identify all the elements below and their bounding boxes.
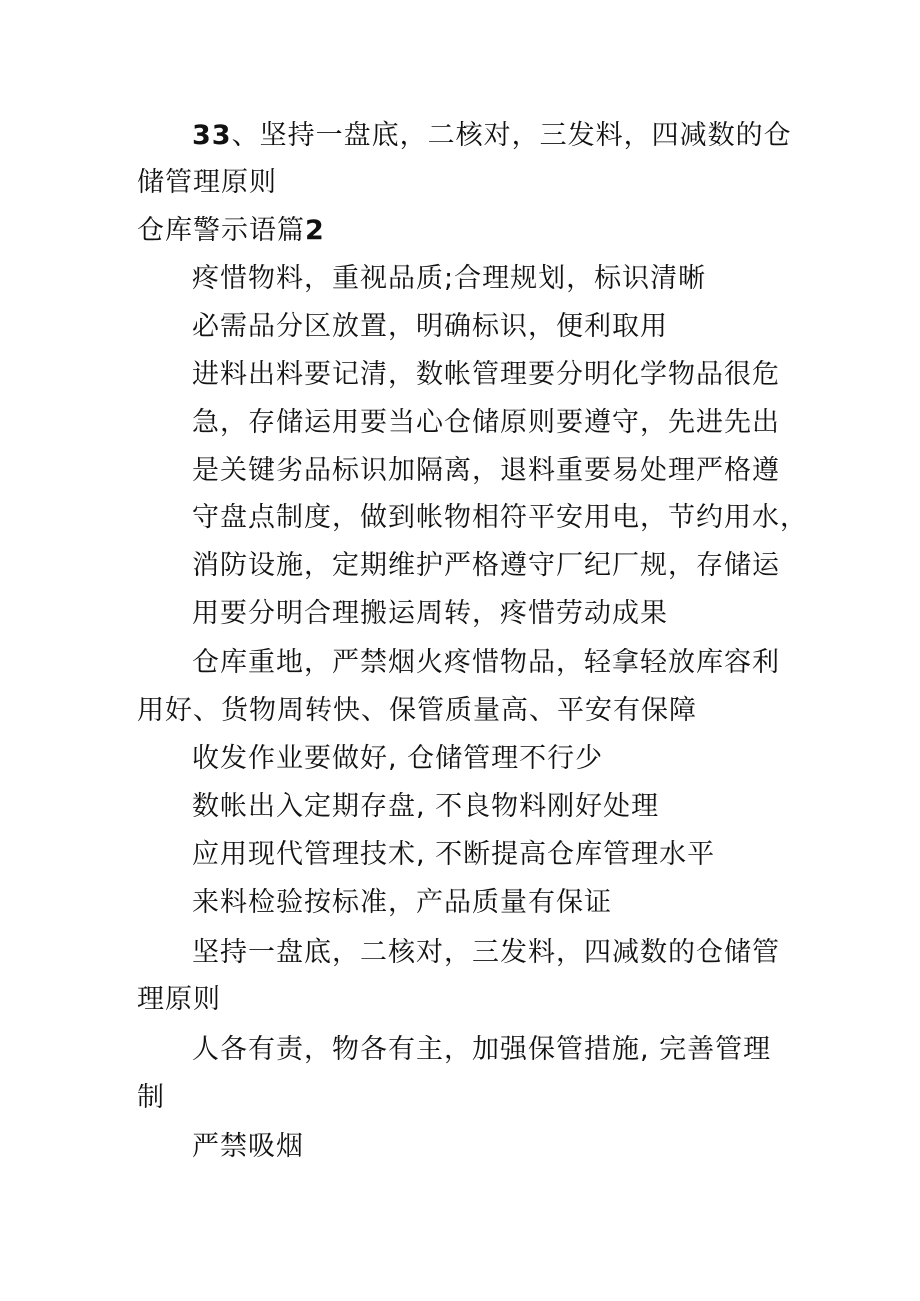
text-line: 必需品分区放置，明确标识，便利取用 (192, 311, 668, 342)
text-line: 人各有责，物各有主，加强保管措施, 完善管理 (192, 1034, 772, 1065)
item-33-line-2: 储管理原则 (137, 167, 277, 198)
text-line: 进料出料要记清，数帐管理要分明化学物品很危 (192, 359, 780, 390)
text-line: 应用现代管理技术, 不断提高仓库管理水平 (192, 839, 716, 870)
text-line: 收发作业要做好, 仓储管理不行少 (192, 743, 604, 774)
text-line: 坚持一盘底，二核对，三发料，四减数的仓储管 (192, 937, 780, 968)
text-line: 仓库重地，严禁烟火疼惜物品，轻拿轻放库容利 (192, 647, 780, 678)
text-line: 消防设施，定期维护严格遵守厂纪厂规，存储运 (192, 550, 780, 581)
section-number: 2 (305, 215, 325, 246)
text-line: 急，存储运用要当心仓储原则要遵守，先进先出 (192, 407, 780, 438)
text-line: 理原则 (137, 984, 221, 1015)
section-title: 仓库警示语篇 (137, 215, 305, 246)
text-line: 制 (137, 1082, 165, 1113)
text-line: 疼惜物料，重视品质;合理规划，标识清晰 (192, 263, 707, 294)
item-number: 33 (192, 120, 232, 151)
text-line: 是关键劣品标识加隔离，退料重要易处理严格遵 (192, 455, 780, 486)
text-line: 用好、货物周转快、保管质量高、平安有保障 (137, 695, 697, 726)
text-line: 严禁吸烟 (192, 1131, 304, 1162)
text-line: 守盘点制度，做到帐物相符平安用电，节约用水， (192, 502, 808, 533)
item-33-line-1 (0, 116, 920, 156)
text-line: 数帐出入定期存盘, 不良物料刚好处理 (192, 791, 660, 822)
text-line: 来料检验按标准，产品质量有保证 (192, 887, 612, 918)
item-text: 、坚持一盘底，二核对，三发料，四减数的仓 (231, 120, 792, 151)
section-heading (0, 211, 920, 251)
text-line: 用要分明合理搬运周转，疼惜劳动成果 (192, 598, 668, 629)
